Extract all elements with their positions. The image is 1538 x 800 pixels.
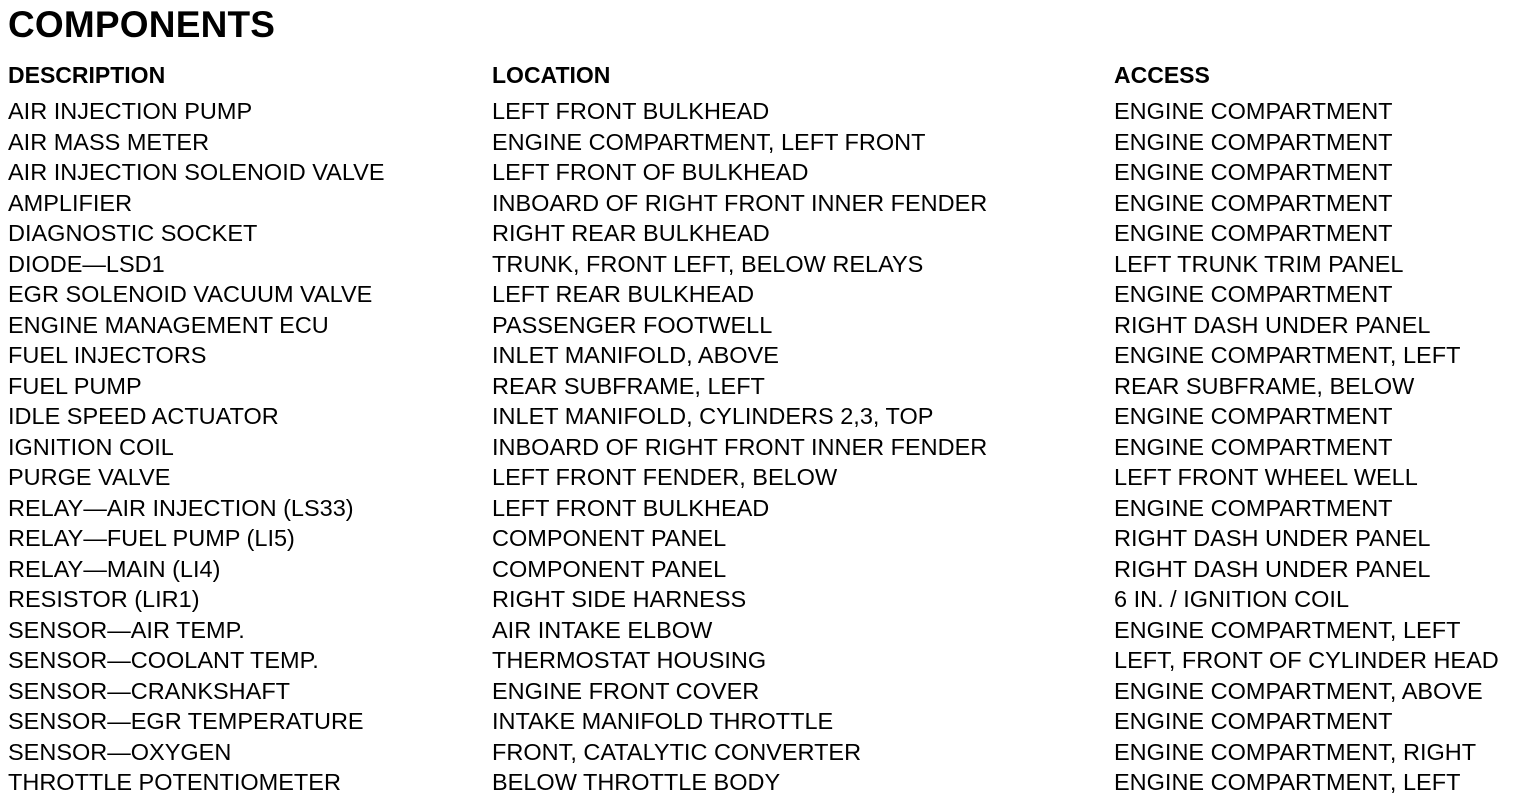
description-cell: DIAGNOSTIC SOCKET (8, 220, 258, 246)
description-cell: FUEL INJECTORS (8, 342, 207, 368)
access-cell: ENGINE COMPARTMENT (1114, 708, 1393, 734)
location-cell: LEFT FRONT OF BULKHEAD (492, 159, 809, 185)
location-cell: RIGHT SIDE HARNESS (492, 586, 747, 612)
description-cell: SENSOR—EGR TEMPERATURE (8, 708, 364, 734)
description-header: DESCRIPTION (8, 62, 166, 88)
access-cell: ENGINE COMPARTMENT (1114, 159, 1393, 185)
description-cell: RESISTOR (LIR1) (8, 586, 200, 612)
description-cell: SENSOR—OXYGEN (8, 738, 232, 765)
description-column (8, 60, 385, 798)
access-cell: ENGINE COMPARTMENT, LEFT (1114, 616, 1461, 643)
access-cell: ENGINE COMPARTMENT (1114, 220, 1393, 246)
location-list (492, 96, 987, 798)
description-cell: AIR MASS METER (8, 128, 210, 155)
description-cell: RELAY—AIR INJECTION (LS33) (8, 494, 354, 521)
access-header: ACCESS (1114, 62, 1210, 88)
description-cell: AIR INJECTION SOLENOID VALVE (8, 159, 385, 185)
access-cell: ENGINE COMPARTMENT, LEFT (1114, 769, 1461, 795)
location-cell: INLET MANIFOLD, CYLINDERS 2,3, TOP (492, 403, 934, 429)
access-list (1114, 96, 1499, 798)
description-cell: ENGINE MANAGEMENT ECU (8, 311, 329, 338)
location-column (492, 60, 987, 798)
description-cell: IDLE SPEED ACTUATOR (8, 403, 279, 429)
access-cell: ENGINE COMPARTMENT (1114, 494, 1393, 521)
access-cell: ENGINE COMPARTMENT (1114, 128, 1393, 155)
location-cell: LEFT FRONT BULKHEAD (492, 98, 770, 124)
access-cell: RIGHT DASH UNDER PANEL (1114, 311, 1431, 338)
location-cell: ENGINE COMPARTMENT, LEFT FRONT (492, 128, 926, 155)
access-cell: ENGINE COMPARTMENT (1114, 98, 1393, 124)
location-cell: COMPONENT PANEL (492, 525, 727, 551)
access-cell: ENGINE COMPARTMENT (1114, 403, 1393, 429)
access-cell: LEFT FRONT WHEEL WELL (1114, 464, 1418, 490)
location-cell: INTAKE MANIFOLD THROTTLE (492, 708, 834, 734)
location-cell: TRUNK, FRONT LEFT, BELOW RELAYS (492, 250, 924, 277)
location-cell: AIR INTAKE ELBOW (492, 616, 713, 643)
access-cell: ENGINE COMPARTMENT, LEFT (1114, 342, 1461, 368)
location-cell: BELOW THROTTLE BODY (492, 769, 781, 795)
description-list (8, 96, 385, 798)
access-cell: 6 IN. / IGNITION COIL (1114, 586, 1350, 612)
description-cell: DIODE—LSD1 (8, 250, 165, 277)
access-cell: ENGINE COMPARTMENT (1114, 281, 1393, 307)
access-cell: LEFT TRUNK TRIM PANEL (1114, 250, 1404, 277)
location-cell: PASSENGER FOOTWELL (492, 311, 773, 338)
location-cell: LEFT FRONT BULKHEAD (492, 494, 770, 521)
page-title: COMPONENTS (8, 4, 276, 45)
description-cell: FUEL PUMP (8, 372, 142, 399)
description-cell: RELAY—MAIN (LI4) (8, 555, 221, 582)
location-cell: LEFT REAR BULKHEAD (492, 281, 755, 307)
access-cell: ENGINE COMPARTMENT (1114, 433, 1393, 460)
location-cell: COMPONENT PANEL (492, 555, 727, 582)
location-cell: RIGHT REAR BULKHEAD (492, 220, 770, 246)
access-cell: RIGHT DASH UNDER PANEL (1114, 555, 1431, 582)
access-column (1114, 60, 1499, 798)
description-cell: SENSOR—COOLANT TEMP. (8, 647, 319, 673)
description-cell: AIR INJECTION PUMP (8, 98, 253, 124)
location-cell: INBOARD OF RIGHT FRONT INNER FENDER (492, 433, 988, 460)
location-cell: THERMOSTAT HOUSING (492, 647, 767, 673)
location-cell: FRONT, CATALYTIC CONVERTER (492, 738, 862, 765)
description-cell: PURGE VALVE (8, 464, 171, 490)
description-cell: RELAY—FUEL PUMP (LI5) (8, 525, 295, 551)
location-cell: LEFT FRONT FENDER, BELOW (492, 464, 838, 490)
description-cell: IGNITION COIL (8, 433, 174, 460)
access-cell: ENGINE COMPARTMENT (1114, 189, 1393, 216)
location-cell: REAR SUBFRAME, LEFT (492, 372, 765, 399)
description-cell: EGR SOLENOID VACUUM VALVE (8, 281, 373, 307)
description-cell: THROTTLE POTENTIOMETER (8, 769, 341, 795)
description-cell: AMPLIFIER (8, 189, 133, 216)
access-cell: REAR SUBFRAME, BELOW (1114, 372, 1415, 399)
location-cell: INBOARD OF RIGHT FRONT INNER FENDER (492, 189, 988, 216)
description-cell: SENSOR—CRANKSHAFT (8, 677, 291, 704)
access-cell: ENGINE COMPARTMENT, RIGHT (1114, 738, 1477, 765)
location-header: LOCATION (492, 62, 611, 88)
location-cell: INLET MANIFOLD, ABOVE (492, 342, 779, 368)
location-cell: ENGINE FRONT COVER (492, 677, 760, 704)
access-cell: RIGHT DASH UNDER PANEL (1114, 525, 1431, 551)
description-cell: SENSOR—AIR TEMP. (8, 616, 245, 643)
access-cell: LEFT, FRONT OF CYLINDER HEAD (1114, 647, 1499, 673)
access-cell: ENGINE COMPARTMENT, ABOVE (1114, 677, 1483, 704)
